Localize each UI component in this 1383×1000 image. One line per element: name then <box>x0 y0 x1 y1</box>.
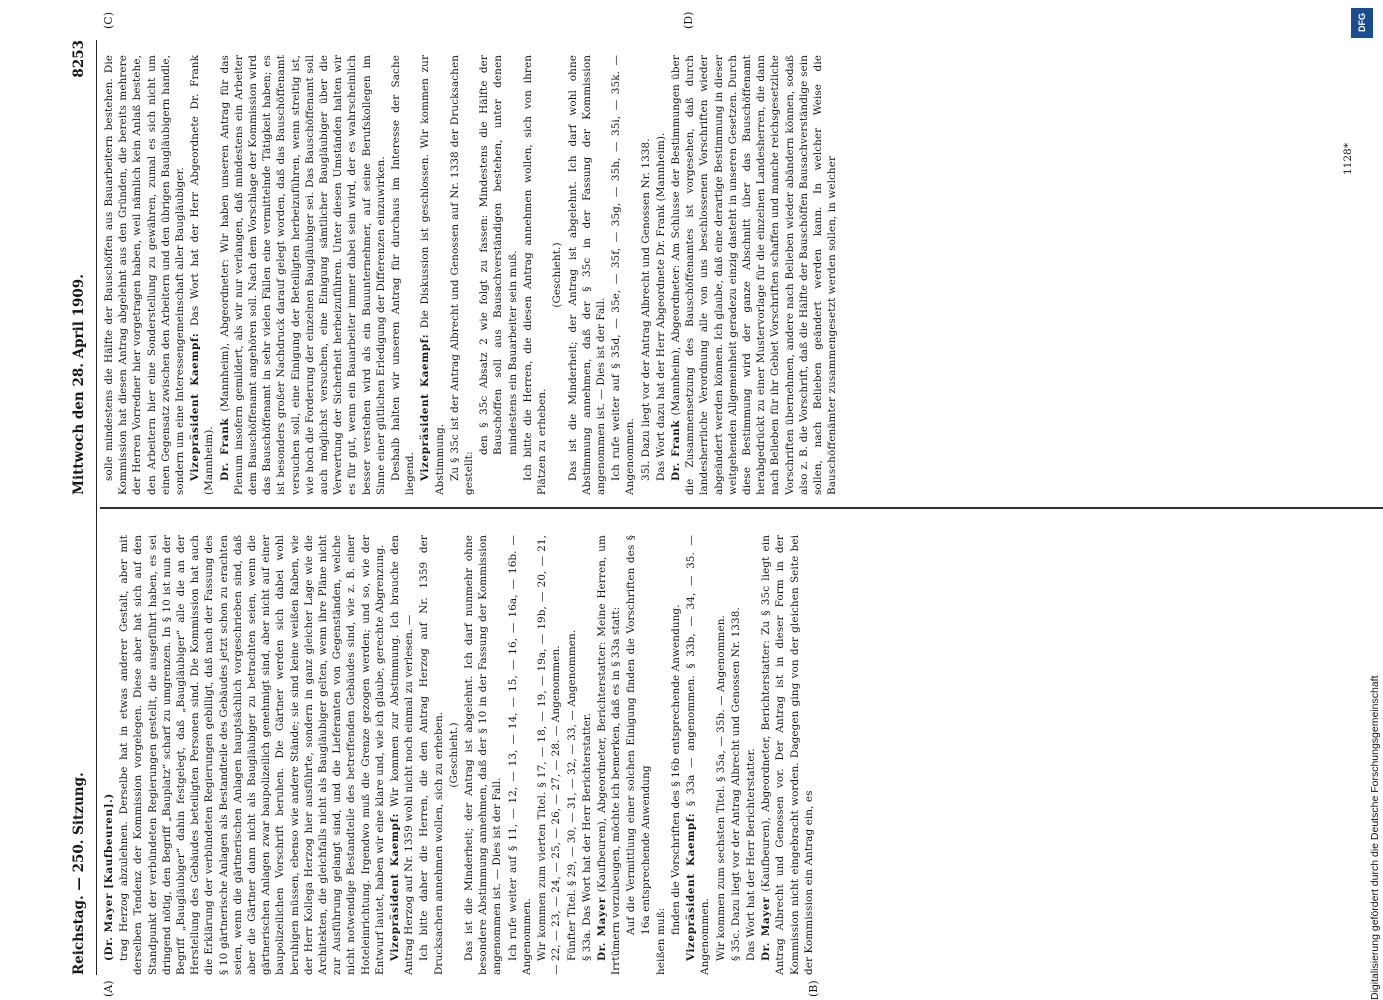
page-number: 8253 <box>71 40 87 78</box>
speaker-name: (Dr. Mayer [Kaufbeuren].) <box>103 793 115 961</box>
left-column <box>102 535 1383 975</box>
paragraph-text: Ich rufe weiter auf § 11, — 12, — 13, — 14, — 15, — 16, — 16a, — 16b. — Angenommen. <box>506 535 533 975</box>
paragraph-text: Das Wort hat der Herr Abgeordnete Dr. Frank (Mannheim). <box>189 55 216 495</box>
paragraph-text: (Mannheim), Abgeordneter: Wir haben unseren Antrag für das Plenum insofern gemildert, als wir nur verlangen, daß mindestens ein Arbeiter dem Bauschöffenamt angehören soll. Nach dem Vorschlage der Kommission wird das Bauschöffenamt in sehr vielen Fällen eine vermittelnde Tätigkeit haben; es ist besonders großer Nachdruck darauf gelegt worden, daß das Bauschöffenamt versuchen soll, eine Einigung der Beteiligten herbeizuführen, wenn streitig ist, wie hoch die Forderung der einzelnen Baugläubiger sei. Das Bauschöffenamt soll auch möglichst versuchen, eine Einigung sämtlicher Baugläubiger über die Verwertung der Sicherheit herbeizuführen. Unter diesen Umständen halten wir es für gut, wenn ein Bauarbeiter immer dabei sein wird, der es wahrscheinlich besser verstehen wird als ein Bauunternehmer, auf seine Berufskollegen im Sinne einer gütlichen Erledigung der Differenzen einzuwirken. <box>218 55 387 495</box>
paragraph-text: 35l. Dazu liegt vor der Antrag Albrecht und Genossen Nr. 1338. <box>639 138 652 481</box>
margin-mark-b: (B) <box>807 980 820 997</box>
paragraph <box>117 535 387 975</box>
paragraph <box>521 55 549 495</box>
paragraph <box>448 55 476 495</box>
paragraph <box>477 55 520 495</box>
paragraph <box>102 55 187 495</box>
rotated-page-content <box>62 11 1354 997</box>
paragraph-text: § 33a. Das Wort hat der Herr Berichterstatter. <box>580 712 593 961</box>
paragraph-text: § 35c. Dazu liegt vor der Antrag Albrecht und Genossen Nr. 1338. <box>729 607 742 961</box>
paragraph <box>565 535 579 975</box>
speaker-name: Dr. Frank <box>218 417 231 481</box>
paragraph-text: (Kaufbeuren), Abgeordneter, Berichterstatter: Zu § 35c liegt ein Antrag Albrecht und Genossen vor. Der Antrag ist in dieser Form in der Kommission nicht eingebracht worden. Dagegen ging von der gleichen Seite bei der Kommission ein Antrag ein, es <box>760 535 815 975</box>
paragraph <box>654 55 668 495</box>
digitization-credit: Digitalisierung gefördert durch die Deutsche Forschungsgemeinschaft <box>1369 675 1381 1000</box>
paragraph <box>418 55 446 495</box>
paragraph <box>447 535 461 975</box>
paragraph <box>669 535 683 975</box>
paragraph <box>639 55 653 495</box>
paragraph <box>188 55 216 495</box>
paragraph <box>566 55 609 495</box>
paragraph <box>684 535 712 975</box>
paragraph <box>624 535 652 975</box>
paragraph-text: Die Diskussion ist geschlossen. Wir kommen zur Abstimmung. <box>419 55 446 495</box>
paragraph-text: Ich bitte daher die Herren, die den Antrag Herzog auf Nr. 1359 der Drucksachen annehmen wollen, sich zu erheben. <box>418 535 445 975</box>
paragraph <box>654 535 668 975</box>
column-divider <box>100 508 1383 510</box>
paragraph-text: Ich bitte die Herren, die diesen Antrag annehmen wollen, sich von ihren Plätzen zu erheben. <box>521 55 549 495</box>
speaker-name: Dr. Mayer <box>760 896 773 961</box>
paragraph <box>595 535 623 975</box>
paragraph-text: den § 35c Absatz 2 wie folgt zu fassen: Mindestens die Hälfte der Bauschöffen soll aus Bausachverständigen bestehen, unter denen mindestens ein Bauarbeiter sein muß. <box>478 55 519 455</box>
paragraph-text: Deshalb halten wir unseren Antrag für durchaus im Interesse der Sache liegend. <box>390 55 417 495</box>
paragraph <box>609 55 637 495</box>
paragraph-text: (Mannheim), Abgeordneter: Am Schlusse der Bestimmungen über die Zusammensetzung des Bauschöffenamtes ist vorgesehen, daß durch landesherrliche Verordnung alle von uns beschlossenen Vorschriften wieder abgeändert werden können. Ich glaube, daß eine derartige Bestimmung in dieser weitgehenden Allgemeinheit geradezu einzig dasteht in unseren Gesetzen. Durch diese Bestimmung wird der ganze Abschnitt über das Bauschöffenamt herabgedrückt zu einer Mustervorlage für die einzelnen Landesherren, die dann nach Belieben für ihr Gebiet Vorschriften schaffen und manche reichsgesetzliche Vorschriften übernehmen, andere nach Belieben wieder abändern können, sodaß also z. B. die Vorschrift, daß die Hälfte der Bauschöffen Bausachverständige sein sollen, nach Belieben geändert werden kann. In welcher Weise die Bauschöffenämter zusammengesetzt werden sollen, in welcher <box>669 55 839 495</box>
paragraph-text: (Geschieht.) <box>447 722 460 788</box>
paragraph <box>462 535 505 975</box>
paragraph-text: Das ist die Minderheit; der Antrag ist abgelehnt. Ich darf nunmehr ohne besondere Abstimmung annehmen, daß der § 10 in der Fassung der Kommission angenommen ist. — Dies ist der Fall. <box>463 535 504 975</box>
paragraph <box>714 535 728 975</box>
paragraph <box>417 535 445 975</box>
paragraph <box>550 55 564 495</box>
paragraph-text: Das Wort dazu hat der Herr Abgeordnete Dr. Frank (Mannheim). <box>654 132 667 481</box>
header-title: Reichstag. — 250. Sitzung. <box>71 772 87 975</box>
paragraph-text: heißen muß: <box>654 907 667 975</box>
paragraph-text: Wir kommen zum sechsten Titel. § 35a, — 35b. — Angenommen. <box>714 615 727 961</box>
paragraph-text: Das Wort hat der Herr Berichterstatter. <box>744 748 757 961</box>
paragraph <box>744 535 758 975</box>
paragraph <box>535 535 563 975</box>
speaker-name: Dr. Mayer <box>595 897 608 961</box>
paragraph <box>218 55 388 495</box>
margin-mark-d: (D) <box>682 11 695 29</box>
header-date: Mittwoch den 28. April 1909. <box>71 274 87 495</box>
paragraph-text: Wir kommen zur Abstimmung. Ich brauche den Antrag Herzog auf Nr. 1359 wohl nicht noch einmal zu verlesen. — <box>389 535 416 975</box>
paragraph-text: (Kaufbeuren), Abgeordneter, Berichterstatter: Meine Herren, um Irrtümern vorzubeugen, möchte ich bemerken, daß es in § 33a statt: <box>595 535 623 975</box>
paragraph <box>388 535 416 975</box>
paragraph <box>669 55 839 495</box>
right-column <box>102 55 1383 495</box>
speaker-name: Vizepräsident Kaempf: <box>189 332 202 481</box>
paragraph-text: Wir kommen zum vierten Titel. § 17, — 18, — 19, — 19a, — 19b, — 20, — 21, — 22, — 23, — 24, — 25, — 26, — 27, — 28. — Angenommen. <box>536 535 563 975</box>
paragraph-text: finden die Vorschriften des § 16b entsprechende Anwendung. <box>669 604 682 935</box>
margin-mark-c: (C) <box>102 12 115 29</box>
paragraph-text: Zu § 35c ist der Antrag Albrecht und Genossen auf Nr. 1338 der Drucksachen gestellt: <box>448 55 476 495</box>
speaker-name: Vizepräsident Kaempf: <box>389 813 402 961</box>
paragraph-text: solle mindestens die Hälfte der Bauschöffen aus Bauarbeitern bestehen. Die Kommission hat diesen Antrag abgelehnt aus den Gründen, die bereits mehrere der Herren Vorredner hier vorgetragen haben, weil nämlich kein Anlaß bestehe, den Arbeitern hier eine Sonderstellung zu gewähren, zumal es sich nicht um einen Gegensatz zwischen den Arbeitern und den übrigen Baugläubigern handle, sondern um eine Interessengemeinschaft aller Baugläubiger. <box>103 55 187 495</box>
speaker-name: Vizepräsident Kaempf: <box>419 333 432 481</box>
paragraph <box>102 535 116 975</box>
paragraph-text: Auf die Vermittlung einer solchen Einigung finden die Vorschriften des § 16a entsprechende Anwendung <box>625 535 652 935</box>
paragraph-text: (Geschieht.) <box>551 242 564 308</box>
paragraph <box>580 535 594 975</box>
paragraph-text: trag Herzog abzulehnen. Derselbe hat in etwas anderer Gestalt, aber mit derselben Tendenz der Kommission vorgelegen. Diese aber hat sich auf den Standpunkt der verbündeten Regierungen gestellt, die ausgeführt haben, es sei dringend nötig, den Begriff „Bauplatz“ scharf zu umgrenzen. In § 10 ist nun der Begriff „Baugläubiger“ dahin festgelegt, daß „Baugläubiger“ alle die an der Herstellung des Gebäudes beteiligten Personen sind. Die Kommission hat auch die Erklärung der verbündeten Regierungen gebilligt, daß nach der Fassung des § 10 gärtnerische Anlagen als Bestandteile des Gebäudes jetzt schon zu erachten seien, wenn die gärtnerischen Anlagen hauptsächlich vorgeschrieben sind, daß aber die Gärtner dann nicht als Baugläubiger zu betrachten seien, wenn die gärtnerischen Anlagen zwar baupolizeilich genehmigt sind, aber nicht auf einer baupolizeilichen Vorschrift beruhen. Die Gärtner werden sich dabei wohl beruhigen müssen, ebenso wie andere Stände; sie sind keine weißen Raben, wie der Herr Kollega Herzog hier ausführte, sondern in ganz gleicher Lage wie die Architekten, die gleichfalls nicht als Baugläubiger gelten, wenn ihre Pläne nicht zur Ausführung gelangt sind, und die Lieferanten von Gegenständen, welche nicht notwendige Bestandteile des betreffenden Gebäudes sind, wie z. B. einer Hoteleinrichtung. Irgendwo muß die Grenze gezogen werden; und so, wie der Entwurf lautet, haben wir eine klare und, wie ich glaube, gerechte Abgrenzung. <box>118 535 386 975</box>
page-signature: 1128* <box>1342 143 1354 175</box>
paragraph-text: Ich rufe weiter auf § 35d, — 35e, — 35f, — 35g, — 35h, — 35i, — 35k. — Angenommen. <box>610 55 637 495</box>
speaker-name: Dr. Frank <box>669 419 682 481</box>
page-header <box>62 40 97 975</box>
paragraph <box>506 535 534 975</box>
paragraph-text: Das ist die Minderheit; der Antrag ist abgelehnt. Ich darf wohl ohne Abstimmung annehmen, daß der § 35c in der Fassung der Kommission angenommen ist. — Dies ist der Fall. <box>566 55 607 495</box>
paragraph <box>759 535 816 975</box>
paragraph <box>729 535 743 975</box>
paragraph-text: Fünfter Titel. § 29, — 30, — 31, — 32, — 33, — Angenommen. <box>565 629 578 961</box>
dfg-logo: DFG <box>1351 8 1373 38</box>
paragraph <box>389 55 417 495</box>
speaker-name: Vizepräsident Kaempf: <box>685 812 698 961</box>
margin-mark-a: (A) <box>102 980 115 997</box>
paragraph-text: § 33a — angenommen. § 33b, — 34, — 35. — Angenommen. <box>685 535 712 975</box>
